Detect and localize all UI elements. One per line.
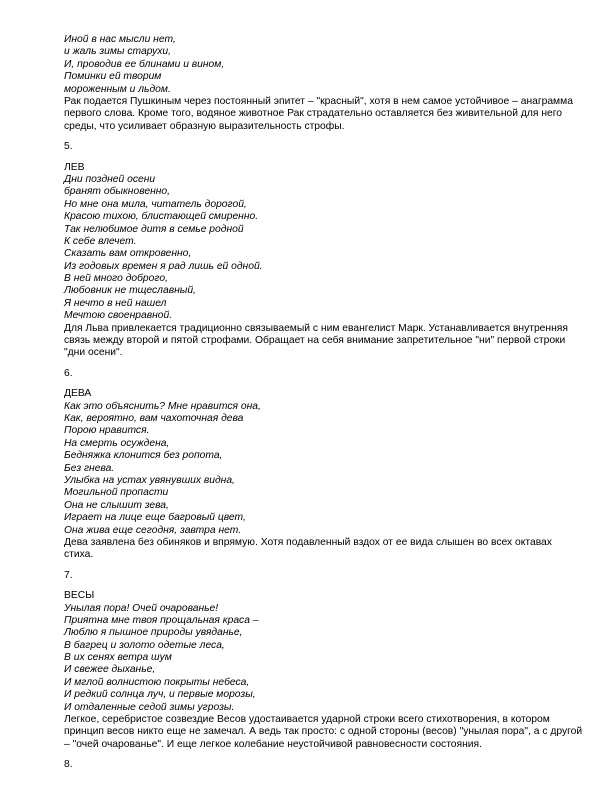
poem-line: И отдаленные седой зимы угрозы.: [64, 701, 235, 713]
section-number: 5.: [64, 141, 73, 153]
section-8: [64, 759, 584, 771]
section-heading: ЛЕВ: [64, 161, 85, 173]
poem-line: В ней много доброго,: [64, 273, 168, 285]
section-5-leo: [64, 141, 584, 360]
commentary-paragraph: Легкое, серебристое созвездие Весов удостаивается ударной строки всего стихотворения, в котором принцип весов никто еще не замечал. А ведь так просто: с одной стороны (весов) "унылая пора", а с другой – "очей очарованье". И еще легкое колебание неустойчивой равновесности состояния.: [64, 714, 583, 750]
poem-line: Люблю я пышное природы увяданье,: [64, 627, 243, 639]
poem-line: Как, вероятно, вам чахоточная дева: [64, 413, 244, 425]
poem-line: и жаль зимы старухи,: [64, 46, 171, 58]
poem-line: На смерть осуждена,: [64, 437, 170, 449]
commentary-paragraph: Рак подается Пушкиным через постоянный эпитет – "красный", хотя в нем самое устойчивое – анаграмма первого слова. Кроме того, водяное животное Рак страдательно оставляется без живительной для него среды, что усиливает образную выразительность строфы.: [64, 95, 573, 132]
poem-line: И редкий солнца луч, и первые морозы,: [64, 689, 256, 701]
poem-line: Бедняжка клонится без ропота,: [64, 450, 223, 462]
poem-line: И свежее дыханье,: [64, 664, 156, 676]
section-cancer-continuation: [64, 34, 584, 133]
poem-line: бранят обыкновенно,: [64, 186, 170, 198]
poem-line: Она не слышит зева,: [64, 499, 169, 511]
poem-line: Так нелюбимое дитя в семье родной: [64, 223, 244, 235]
poem-line: Играет на лице еще багровый цвет,: [64, 512, 246, 524]
poem-line: мороженным и льдом.: [64, 83, 171, 95]
poem-line: Улыбка на устах увянувших видна,: [64, 474, 235, 486]
poem-line: Дни поздней осени: [64, 173, 156, 185]
section-number: 6.: [64, 367, 73, 379]
poem-line: Из годовых времен я рад лишь ей одной.: [64, 260, 263, 272]
poem-line: Поминки ей творим: [64, 71, 162, 83]
poem-line: В их сенях ветра шум: [64, 652, 172, 664]
poem-line: В багрец и золото одетые леса,: [64, 639, 225, 651]
poem-line: Как это объяснить? Мне нравится она,: [64, 400, 261, 412]
document-page: [64, 34, 584, 772]
poem-line: Унылая пора! Очей очарованье!: [64, 602, 219, 614]
poem-line: Любовник не тщеславный,: [64, 285, 196, 297]
section-6-virgo: [64, 368, 584, 562]
section-7-libra: [64, 570, 584, 752]
poem-line: Приятна мне твоя прощальная краса –: [64, 614, 259, 626]
poem-line: И мглой волнистою покрыты небеса,: [64, 676, 250, 688]
poem-line: Красою тихою, блистающей смиренно.: [64, 211, 259, 223]
section-heading: ВЕСЫ: [64, 590, 95, 602]
poem-line: Порою нравится.: [64, 425, 150, 437]
poem-line: И, проводив ее блинами и вином,: [64, 58, 225, 70]
poem-line: Она жива еще сегодня, завтра нет.: [64, 524, 242, 536]
commentary-paragraph: Дева заявлена без обиняков и впрямую. Хотя подавленный вздох от ее вида слышен во всех октавах стиха.: [64, 536, 552, 561]
poem-line: Иной в нас мысли нет,: [64, 34, 176, 45]
poem-line: Могильной пропасти: [64, 487, 169, 499]
poem-line: Без гнева.: [64, 462, 115, 474]
poem-line: Я нечто в ней нашел: [64, 297, 167, 309]
poem-line: К себе влечет.: [64, 235, 137, 247]
section-number: 8.: [64, 759, 73, 771]
commentary-paragraph: Для Льва привлекается традиционно связываемый с ним евангелист Марк. Устанавливается внутренняя связь между второй и пятой строфами. Обращает на себя внимание запретительное "ни" первой строки "дни осени".: [64, 322, 568, 359]
section-heading: ДЕВА: [64, 388, 92, 400]
section-number: 7.: [64, 569, 73, 581]
poem-line: Мечтою своенравной.: [64, 310, 173, 322]
poem-line: Но мне она мила, читатель дорогой,: [64, 198, 247, 210]
poem-line: Сказать вам откровенно,: [64, 248, 192, 260]
